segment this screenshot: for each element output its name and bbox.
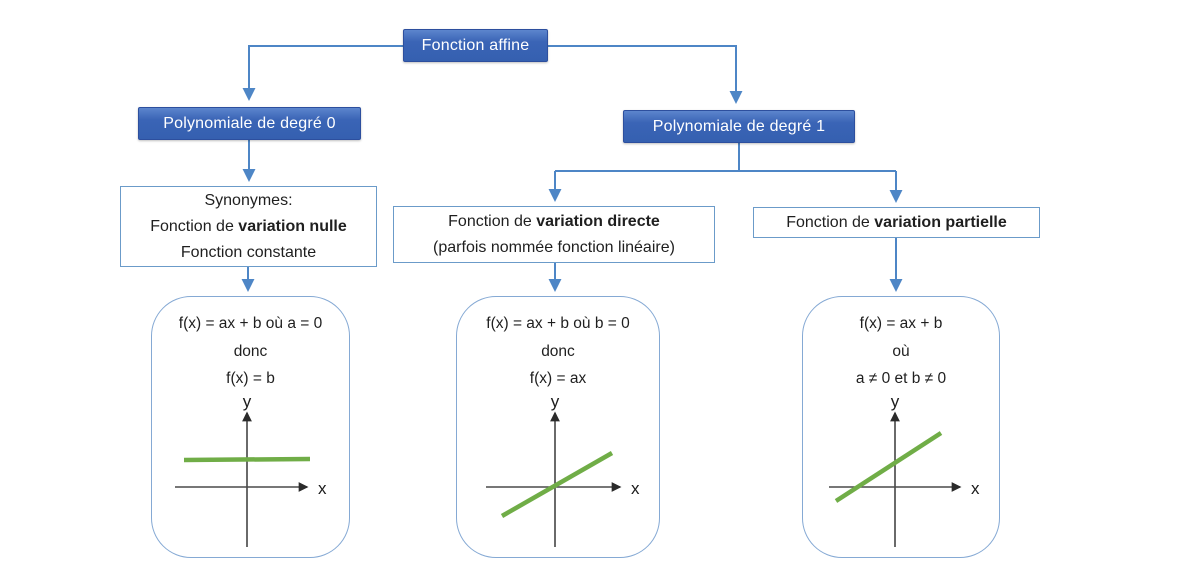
function-line-through-origin [502, 453, 612, 516]
graph-constante [152, 394, 348, 554]
formula-line: f(x) = b [226, 370, 275, 387]
connector-root-to-degree1 [548, 46, 736, 102]
node-polynomiale-degre-1-label: Polynomiale de degré 1 [652, 117, 826, 135]
function-line-offset [836, 433, 941, 501]
variation-partielle-line: Fonction de variation partielle [786, 213, 1007, 231]
card-fonction-constante [151, 296, 350, 558]
y-axis-label: y [550, 394, 560, 411]
node-polynomiale-degre-1 [623, 110, 855, 143]
y-axis-label: y [242, 394, 252, 411]
box-synonymes [120, 186, 377, 267]
x-axis-label: x [318, 479, 327, 498]
formula-line: f(x) = ax [529, 370, 587, 387]
formula-line: f(x) = ax + b où b = 0 [486, 315, 630, 332]
connector-root-to-degree0 [249, 46, 403, 99]
variation-nulle-line: Fonction de variation nulle [150, 217, 347, 235]
node-fonction-affine-label: Fonction affine [421, 36, 530, 54]
formula-line: donc [541, 342, 575, 360]
x-axis-label: x [631, 479, 640, 498]
box-variation-directe [393, 206, 715, 263]
formula-line: a ≠ 0 et b ≠ 0 [855, 370, 947, 387]
formula-line: f(x) = ax + b [859, 315, 943, 332]
node-polynomiale-degre-0-label: Polynomiale de degré 0 [163, 114, 336, 132]
x-axis-label: x [971, 479, 980, 498]
node-polynomiale-degre-0 [138, 107, 361, 140]
card-variation-partielle [802, 296, 1000, 558]
variation-directe-bold: variation directe [536, 212, 660, 230]
card-partielle-formulas [803, 297, 999, 393]
variation-nulle-bold: variation nulle [238, 217, 347, 235]
variation-partielle-bold: variation partielle [874, 213, 1007, 231]
synonymes-title: Synonymes: [204, 191, 293, 209]
function-line-constant [184, 459, 310, 460]
formula-line: où [892, 342, 910, 360]
card-constante-formulas [152, 297, 349, 393]
formula-line: f(x) = ax + b où a = 0 [178, 315, 323, 332]
node-fonction-affine [403, 29, 548, 62]
card-fonction-lineaire [456, 296, 660, 558]
card-lineaire-formulas [457, 297, 659, 393]
graph-partielle [803, 394, 998, 554]
box-variation-partielle [753, 207, 1040, 238]
variation-directe-note: (parfois nommée fonction linéaire) [433, 238, 675, 256]
variation-directe-line: Fonction de variation directe [448, 212, 660, 230]
graph-lineaire [457, 394, 658, 554]
fonction-constante-line: Fonction constante [180, 243, 317, 261]
formula-line: donc [233, 342, 268, 360]
y-axis-label: y [890, 394, 900, 411]
